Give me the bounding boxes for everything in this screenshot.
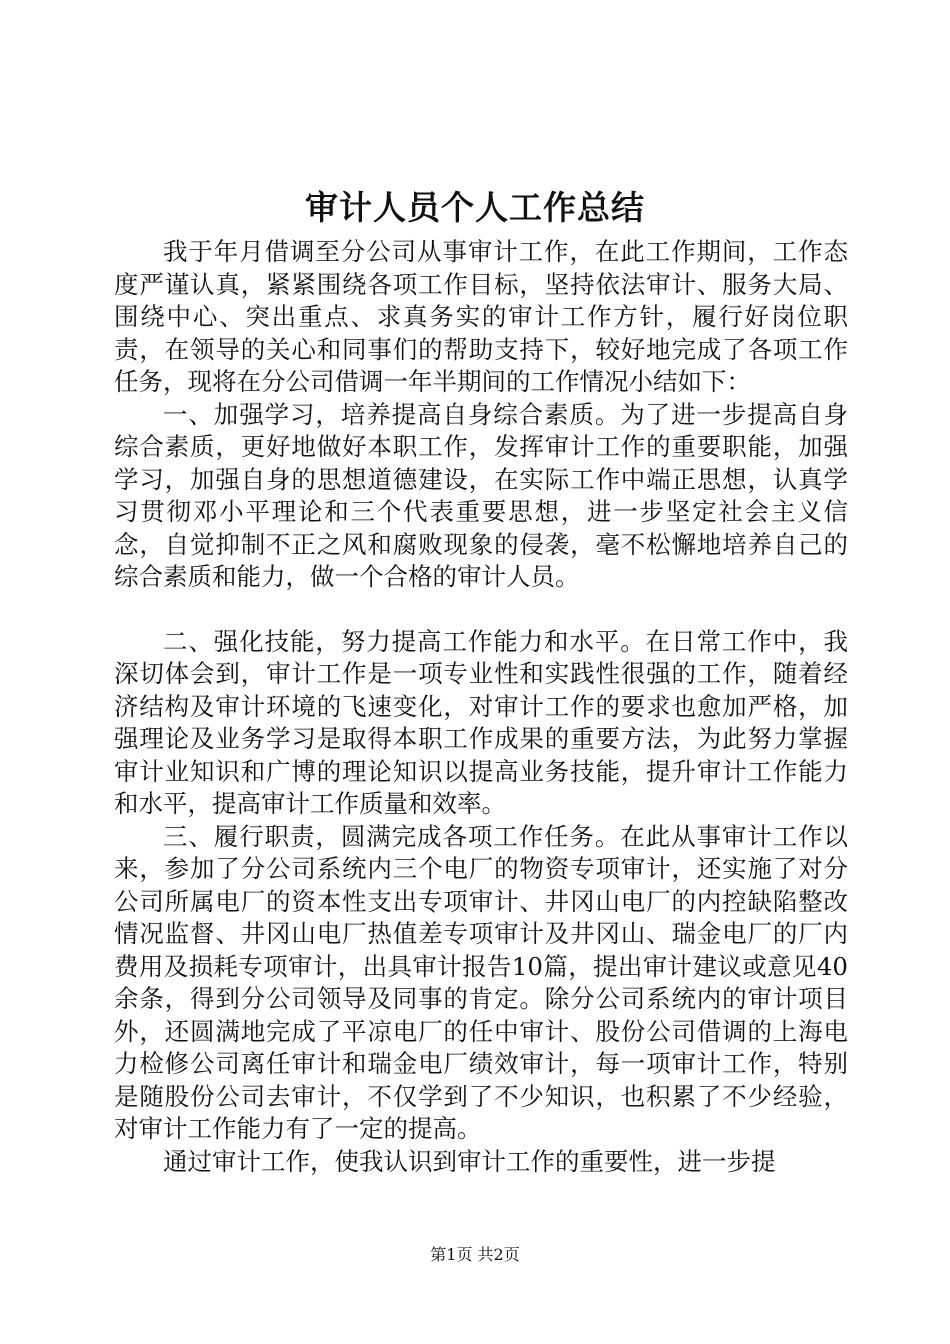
- document-title: 审计人员个人工作总结: [305, 188, 645, 227]
- paragraph-section-3: 三、履行职责，圆满完成各项工作任务。在此从事审计工作以来，参加了分公司系统内三个电厂的物资专项审计，还实施了对分公司所属电厂的资本性支出专项审计、井冈山电厂的内控缺陷整改情况监督、井冈山电厂热值差专项审计及井冈山、瑞金电厂的厂内费用及损耗专项审计，出具审计报告10篇，提出审计建议或意见40余条，得到分公司领导及同事的肯定。除分公司系统内的审计项目外，还圆满地完成了平凉电厂的任中审计、股份公司借调的上海电力检修公司离任审计和瑞金电厂绩效审计，每一项审计工作，特别是随股份公司去审计，不仅学到了不少知识，也积累了不少经验，对审计工作能力有了一定的提高。: [114, 821, 848, 1143]
- page-footer: 第1页 共2页: [430, 1245, 520, 1264]
- paragraph-section-2: 二、强化技能，努力提高工作能力和水平。在日常工作中，我深切体会到，审计工作是一项专业性和实践性很强的工作，随着经济结构及审计环境的飞速变化，对审计工作的要求也愈加严格，加强理论及业务学习是取得本职工作成果的重要方法，为此努力掌握审计业知识和广博的理论知识以提高业务技能，提升审计工作能力和水平，提高审计工作质量和效率。: [114, 626, 848, 818]
- paragraph-conclusion: 通过审计工作，使我认识到审计工作的重要性，进一步提: [163, 1146, 776, 1176]
- paragraph-intro: 我于年月借调至分公司从事审计工作，在此工作期间，工作态度严谨认真，紧紧围绕各项工作目标，坚持依法审计、服务大局、围绕中心、突出重点、求真务实的审计工作方针，履行好岗位职责，在领导的关心和同事们的帮助支持下，较好地完成了各项工作任务，现将在分公司借调一年半期间的工作情况小结如下：: [114, 237, 848, 396]
- paragraph-section-1: 一、加强学习，培养提高自身综合素质。为了进一步提高自身综合素质，更好地做好本职工作，发挥审计工作的重要职能，加强学习，加强自身的思想道德建设，在实际工作中端正思想，认真学习贯彻邓小平理论和三个代表重要思想，进一步坚定社会主义信念，自觉抑制不正之风和腐败现象的侵袭，毫不松懈地培养自己的综合素质和能力，做一个合格的审计人员。: [114, 399, 848, 591]
- document-body: [114, 236, 848, 1178]
